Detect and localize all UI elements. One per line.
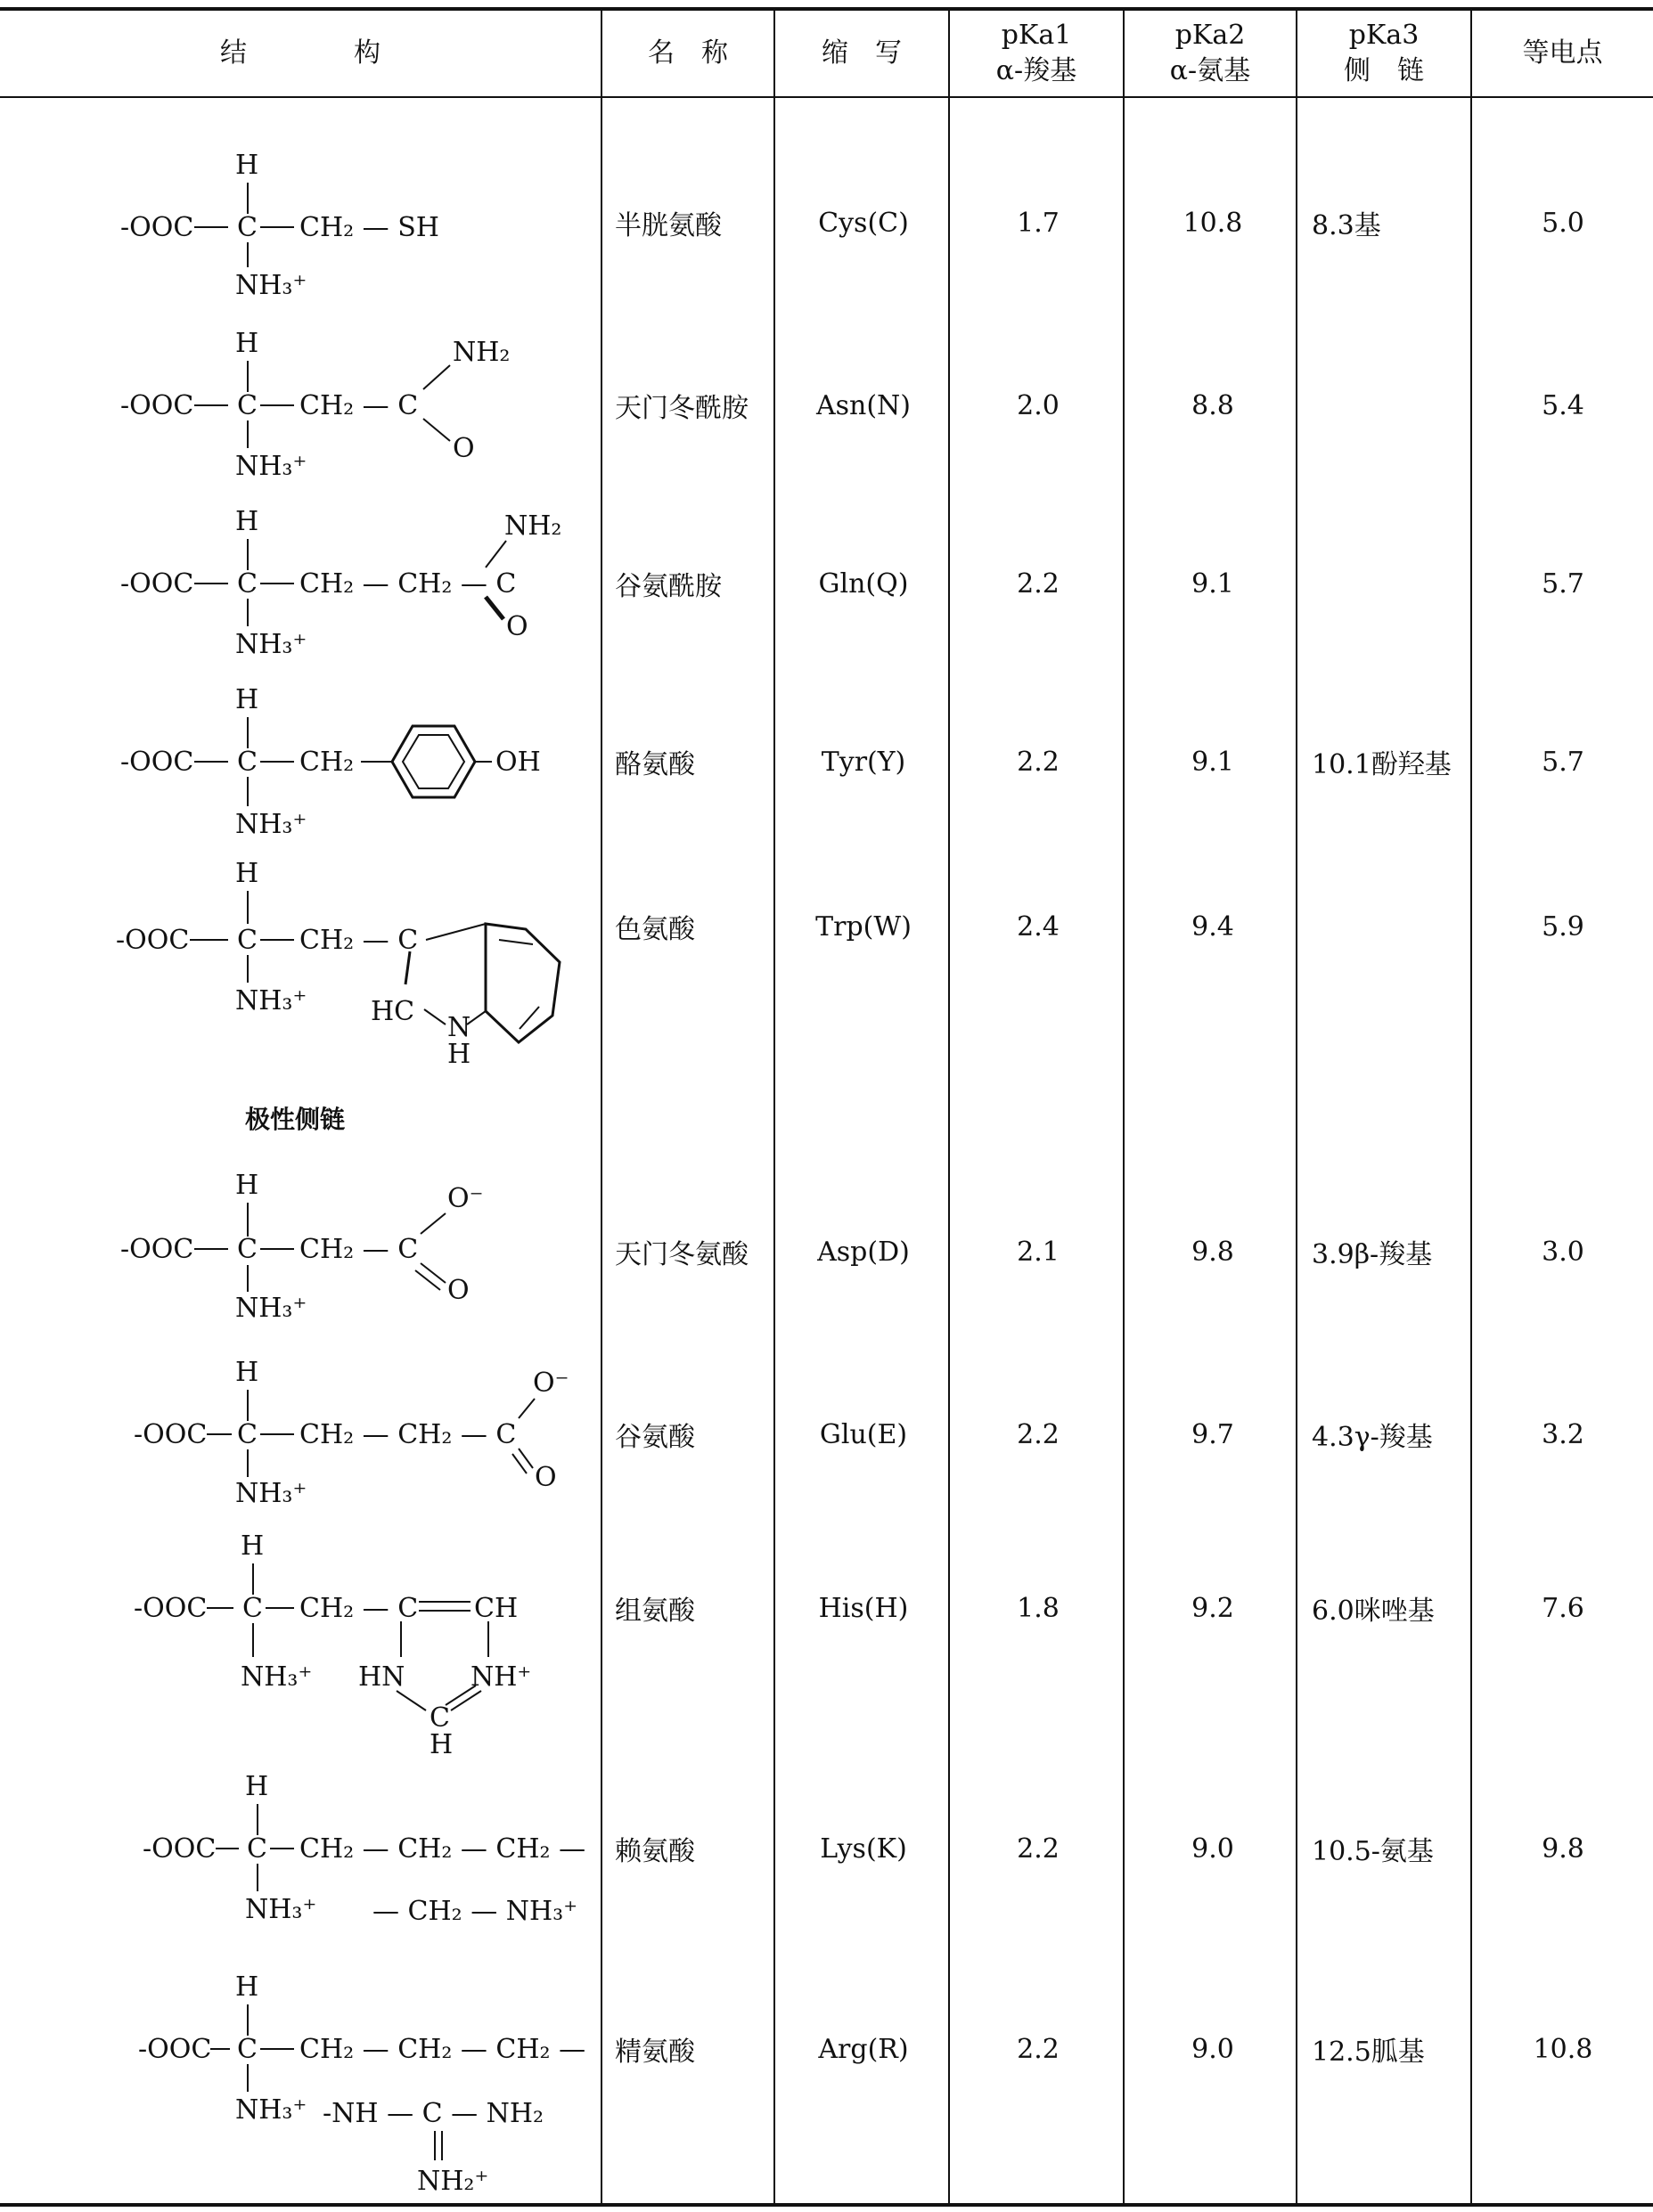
- amino-acid-name: 半胱氨酸: [615, 210, 722, 241]
- formula-coo: -OOC: [120, 568, 194, 600]
- pka1-value: 1.8: [1017, 1592, 1060, 1624]
- header-pka2: [1125, 11, 1296, 95]
- formula-ch: CH: [474, 1593, 519, 1624]
- structure-formula: [0, 1960, 606, 2200]
- header-pka1: [950, 11, 1123, 95]
- table-row-glu: [0, 1345, 1653, 1523]
- formula-coo: -OOC: [120, 1234, 194, 1265]
- formula-nh3: NH₃⁺: [235, 270, 307, 301]
- pka3-value: 12.5胍基: [1312, 2037, 1425, 2068]
- structure-formula: [0, 134, 606, 312]
- amino-acid-name: 酪氨酸: [615, 749, 695, 780]
- formula-c: C: [237, 925, 258, 956]
- formula-coo: -OOC: [120, 747, 194, 778]
- pka2-value: 9.1: [1191, 567, 1234, 600]
- formula-o: O: [535, 1462, 557, 1493]
- isoelectric-point: 5.9: [1542, 910, 1584, 943]
- pka1-value: 2.4: [1017, 910, 1060, 943]
- formula-c: C: [237, 1234, 258, 1265]
- pka1-value: 1.7: [1017, 207, 1060, 239]
- formula-chain: CH₂ — CH₂ — C: [299, 568, 517, 600]
- pka3-value: [1312, 316, 1472, 494]
- formula-hc: HC: [371, 996, 415, 1027]
- amino-acid-abbr: Lys(K): [820, 1832, 907, 1865]
- table-row-gln: [0, 494, 1653, 673]
- formula-nh2: NH₂: [504, 510, 562, 542]
- amino-acid-name: 赖氨酸: [615, 1836, 695, 1867]
- pka2-value: 9.7: [1191, 1418, 1234, 1450]
- table-row-his: [0, 1523, 1653, 1755]
- formula-chain: CH₂ — C: [299, 390, 419, 421]
- formula-tail: -NH — C — NH₂: [323, 2098, 544, 2129]
- structure-formula: [0, 1158, 606, 1345]
- formula-coo: -OOC: [120, 390, 194, 421]
- formula-h: H: [235, 1357, 259, 1388]
- header-pka1-top: pKa1: [1001, 19, 1072, 51]
- formula-c: C: [237, 2034, 258, 2065]
- formula-coo: -OOC: [143, 1833, 217, 1865]
- isoelectric-point: 7.6: [1542, 1592, 1584, 1624]
- formula-nh3: NH₃⁺: [235, 451, 307, 482]
- isoelectric-point: 9.8: [1542, 1832, 1584, 1865]
- structure-formula: [0, 1759, 606, 1955]
- header-pka3-top: pKa3: [1348, 19, 1420, 51]
- formula-c: C: [242, 1593, 263, 1624]
- formula-coo: -OOC: [134, 1419, 208, 1450]
- pka3-value: [1312, 860, 1472, 993]
- formula-tail: — CH₂ — NH₃⁺: [372, 1896, 578, 1927]
- pka2-value: 9.2: [1191, 1592, 1234, 1624]
- formula-c2: C: [430, 1702, 450, 1734]
- formula-o: O: [447, 1275, 470, 1306]
- amino-acid-abbr: Gln(Q): [818, 567, 909, 600]
- amino-acid-name: 谷氨酰胺: [615, 571, 722, 602]
- formula-o-minus: O⁻: [533, 1367, 569, 1399]
- formula-chain: CH₂ — C: [299, 1593, 419, 1624]
- header-pi: [1472, 11, 1653, 95]
- header-pka3: [1297, 11, 1470, 95]
- pka2-value: 9.4: [1191, 910, 1234, 943]
- pka3-value: 4.3γ-羧基: [1312, 1422, 1433, 1453]
- formula-chain: CH₂ — C: [299, 925, 419, 956]
- formula-nh-h: H: [447, 1039, 471, 1070]
- formula-nh2: NH₂: [453, 337, 511, 368]
- bottom-rule: [0, 2203, 1653, 2207]
- pka1-value: 2.1: [1017, 1236, 1060, 1268]
- table-row-cys: [0, 134, 1653, 312]
- isoelectric-point: 10.8: [1533, 2033, 1593, 2065]
- formula-c: C: [237, 747, 258, 778]
- amino-acid-abbr: His(H): [818, 1592, 909, 1624]
- formula-c: C: [247, 1833, 267, 1865]
- header-pka1-bottom: α-羧基: [995, 54, 1077, 86]
- pka3-value: 6.0咪唑基: [1312, 1596, 1435, 1627]
- header-pka2-top: pKa2: [1174, 19, 1246, 51]
- table-row-tyr: [0, 673, 1653, 851]
- formula-chain: CH₂ — CH₂ — CH₂ —: [299, 1833, 586, 1865]
- pka1-value: 2.2: [1017, 1418, 1060, 1450]
- formula-nh2b: NH₂⁺: [417, 2166, 489, 2197]
- isoelectric-point: 5.4: [1542, 389, 1584, 421]
- formula-coo: -OOC: [134, 1593, 208, 1624]
- pka1-value: 2.2: [1017, 746, 1060, 778]
- header-abbr: [775, 11, 948, 95]
- amino-acid-name: 精氨酸: [615, 2037, 695, 2068]
- formula-h: H: [235, 150, 259, 181]
- formula-chain: CH₂ — CH₂ — CH₂ —: [299, 2034, 586, 2065]
- formula-coo: -OOC: [120, 212, 194, 243]
- formula-h: H: [235, 1170, 259, 1201]
- structure-formula: [0, 494, 606, 673]
- table-row-arg: [0, 1960, 1653, 2200]
- pka1-value: 2.2: [1017, 1832, 1060, 1865]
- pka3-value: 10.5-氨基: [1312, 1836, 1434, 1867]
- formula-nh: N: [447, 1012, 471, 1043]
- amino-acid-abbr: Trp(W): [815, 910, 912, 943]
- formula-h: H: [235, 684, 259, 715]
- formula-h: H: [235, 328, 259, 359]
- amino-acid-abbr: Cys(C): [818, 207, 909, 239]
- formula-nh3: NH₃⁺: [245, 1894, 317, 1925]
- formula-coo: -OOC: [116, 925, 190, 956]
- formula-nh3: NH₃⁺: [235, 1478, 307, 1509]
- formula-c: C: [237, 1419, 258, 1450]
- amino-acid-abbr: Arg(R): [818, 2033, 909, 2065]
- pka2-value: 9.0: [1191, 2033, 1234, 2065]
- table-row-asn: [0, 316, 1653, 494]
- header-pka2-bottom: α-氨基: [1169, 54, 1251, 86]
- formula-o: O: [506, 611, 528, 642]
- pka2-value: 9.1: [1191, 746, 1234, 778]
- structure-formula: [0, 673, 606, 851]
- amino-acid-name: 天门冬酰胺: [615, 393, 749, 424]
- amino-acid-name: 组氨酸: [615, 1596, 695, 1627]
- formula-chain: CH₂: [299, 747, 355, 778]
- structure-formula: [0, 316, 606, 494]
- amino-acid-abbr: Asp(D): [817, 1236, 910, 1268]
- pka3-value: 8.3基: [1312, 210, 1381, 241]
- formula-coo: -OOC: [138, 2034, 212, 2065]
- table-row-lys: [0, 1759, 1653, 1955]
- formula-chain: CH₂ — SH: [299, 212, 439, 243]
- formula-nh3: NH₃⁺: [235, 629, 307, 660]
- header-pka3-bottom: 侧 链: [1344, 54, 1424, 86]
- amino-acid-abbr: Asn(N): [815, 389, 912, 421]
- formula-nh3: NH₃⁺: [235, 809, 307, 840]
- header-name: [602, 11, 773, 95]
- header-abbr-label: 缩 写: [822, 37, 902, 69]
- header-pi-label: 等电点: [1522, 37, 1603, 69]
- pka3-value: 10.1酚羟基: [1312, 749, 1452, 780]
- pka2-value: 9.8: [1191, 1236, 1234, 1268]
- header-structure: [0, 11, 601, 95]
- table-row-trp: [0, 860, 1653, 1073]
- pka1-value: 2.2: [1017, 2033, 1060, 2065]
- formula-h: H: [235, 860, 259, 889]
- pka2-value: 8.8: [1191, 389, 1234, 421]
- formula-h: H: [235, 1971, 259, 2003]
- header-rule: [0, 96, 1653, 98]
- formula-c: C: [237, 568, 258, 600]
- structure-formula: [0, 1345, 606, 1523]
- pka2-value: 9.0: [1191, 1832, 1234, 1865]
- section-label-polar: 极性侧链: [245, 1105, 346, 1134]
- formula-c: C: [237, 212, 258, 243]
- amino-acid-name: 谷氨酸: [615, 1422, 695, 1453]
- formula-oh: OH: [495, 747, 541, 778]
- pka2-value: 10.8: [1182, 207, 1243, 239]
- formula-nh3: NH₃⁺: [235, 2094, 307, 2126]
- formula-o-minus: O⁻: [447, 1183, 484, 1214]
- formula-hn: HN: [358, 1661, 405, 1693]
- header-structure-label: 结 构: [220, 37, 381, 69]
- formula-chain: CH₂ — C: [299, 1234, 419, 1265]
- amino-acid-abbr: Glu(E): [819, 1418, 908, 1450]
- structure-formula: [0, 1523, 606, 1755]
- formula-nh3: NH₃⁺: [235, 1293, 307, 1324]
- formula-nh3: NH₃⁺: [241, 1661, 313, 1693]
- isoelectric-point: 3.0: [1542, 1236, 1584, 1268]
- formula-h: H: [245, 1771, 269, 1802]
- pka3-value: 3.9β-羧基: [1312, 1239, 1433, 1270]
- table-row-asp: [0, 1158, 1653, 1345]
- formula-h: H: [235, 506, 259, 537]
- pka1-value: 2.0: [1017, 389, 1060, 421]
- isoelectric-point: 3.2: [1542, 1418, 1584, 1450]
- isoelectric-point: 5.7: [1542, 567, 1584, 600]
- formula-c: C: [237, 390, 258, 421]
- isoelectric-point: 5.0: [1542, 207, 1584, 239]
- header-name-label: 名 称: [648, 37, 728, 69]
- formula-nh3: NH₃⁺: [235, 985, 307, 1016]
- structure-formula: [0, 860, 606, 1073]
- formula-nhp: NH⁺: [471, 1661, 532, 1693]
- pka3-value: [1312, 494, 1472, 673]
- formula-h2: H: [430, 1729, 454, 1755]
- amino-acid-abbr: Tyr(Y): [821, 746, 906, 778]
- amino-acid-name: 天门冬氨酸: [615, 1239, 749, 1270]
- formula-chain: CH₂ — CH₂ — C: [299, 1419, 517, 1450]
- isoelectric-point: 5.7: [1542, 746, 1584, 778]
- pka1-value: 2.2: [1017, 567, 1060, 600]
- formula-o: O: [453, 433, 475, 464]
- amino-acid-name: 色氨酸: [615, 914, 695, 945]
- formula-h: H: [241, 1530, 265, 1562]
